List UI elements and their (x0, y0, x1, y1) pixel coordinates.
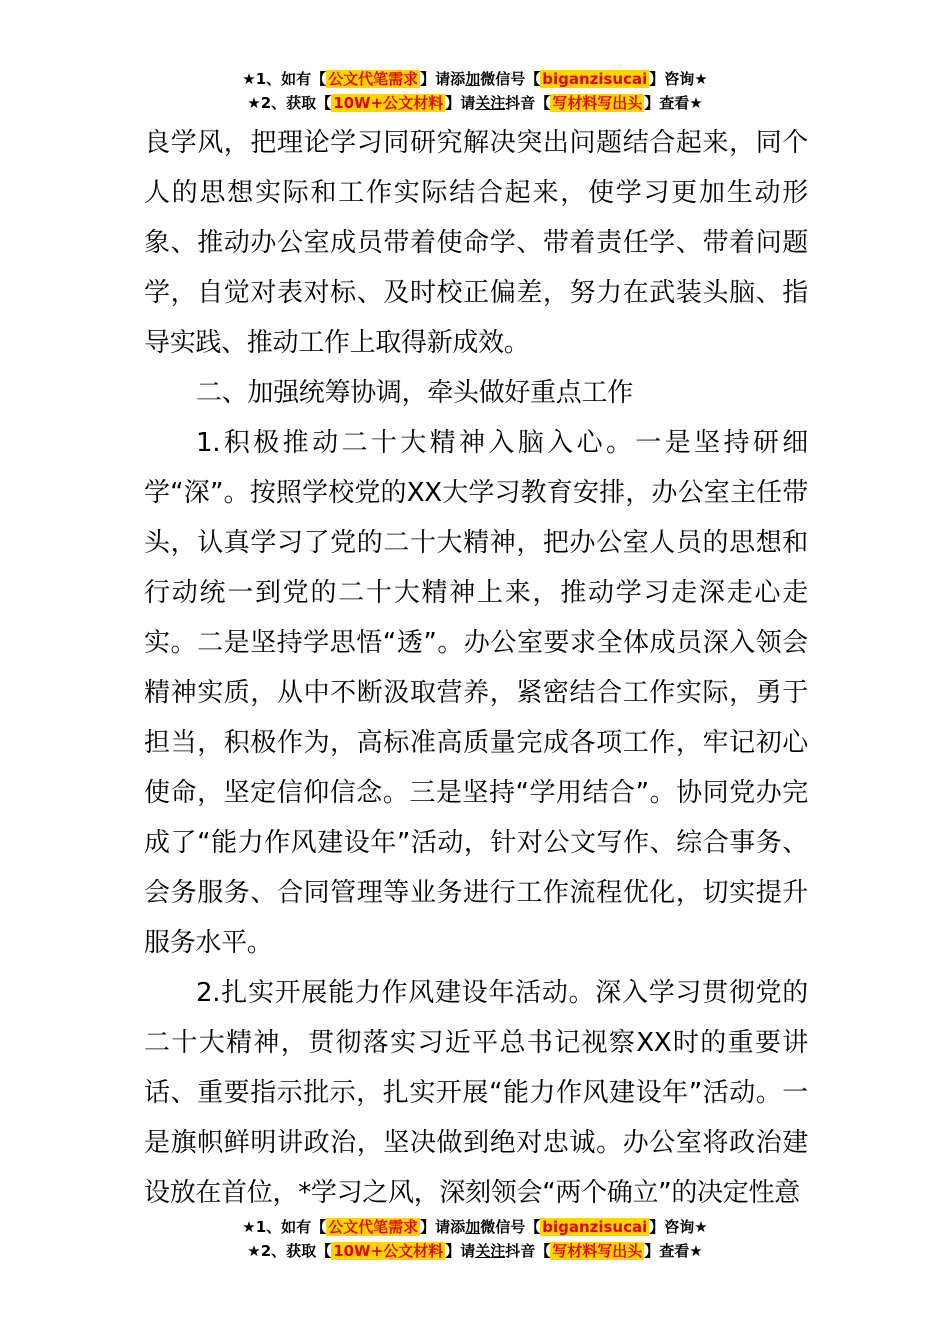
promo-highlight-service: 公文代笔需求 (328, 1218, 419, 1236)
promo-line-2: ★2、获取【 10W+公文材料 】请关注抖音【 写材料写出头 】查看★ (247, 1242, 703, 1260)
paragraph-item-2: 2.扎实开展能力作风建设年活动。深入学习贯彻党的二十大精神，贯彻落实习近平总书记视察XX时的重要讲话、重要指示批示，扎实开展“能力作风建设年”活动。一是旗帜鲜明讲政治，坚决做到绝对忠诚。办公室将政治建设放在首位，*学习之风，深刻领会“两个确立”的决定性意 (144, 978, 808, 1208)
top-promo-banner (0, 67, 950, 115)
promo-highlight-wechat-id: biganzisucai (542, 70, 648, 88)
promo-highlight-wechat-id: biganzisucai (542, 1218, 648, 1236)
promo-line-2: ★2、获取【 10W+公文材料 】请关注抖音【 写材料写出头 】查看★ (247, 94, 703, 112)
promo-line-1: ★1、如有【 公文代笔需求 】请添加微信号【 biganzisucai 】咨询★ (242, 1218, 708, 1236)
promo-highlight-douyin: 写材料写出头 (552, 1242, 643, 1260)
promo-highlight-service: 公文代笔需求 (328, 70, 419, 88)
paragraph-continuation: 良学风，把理论学习同研究解决突出问题结合起来，同个人的思想实际和工作实际结合起来，使学习更加生动形象、推动办公室成员带着使命学、带着责任学、带着问题学，自觉对表对标、及时校正偏差，努力在武装头脑、指导实践、推动工作上取得新成效。 (144, 128, 808, 358)
promo-highlight-douyin: 写材料写出头 (552, 94, 643, 112)
promo-highlight-materials: 10W+公文材料 (333, 1242, 444, 1260)
section-heading: 二、加强统筹协调，牵头做好重点工作 (196, 378, 633, 408)
promo-line-1: ★1、如有【 公文代笔需求 】请添加微信号【 biganzisucai 】咨询★ (242, 70, 708, 88)
document-body (144, 118, 808, 1218)
paragraph-item-1: 1.积极推动二十大精神入脑入心。一是坚持研细学“深”。按照学校党的XX大学习教育安排，办公室主任带头，认真学习了党的二十大精神，把办公室人员的思想和行动统一到党的二十大精神上来，推动学习走深走心走实。二是坚持学思悟“透”。办公室要求全体成员深入领会精神实质，从中不断汲取营养，紧密结合工作实际，勇于担当，积极作为，高标准高质量完成各项工作，牢记初心使命，坚定信仰信念。三是坚持“学用结合”。协同党办完成了“能力作风建设年”活动，针对公文写作、综合事务、会务服务、合同管理等业务进行工作流程优化，切实提升服务水平。 (144, 428, 808, 958)
promo-highlight-materials: 10W+公文材料 (333, 94, 444, 112)
bottom-promo-banner (0, 1215, 950, 1263)
